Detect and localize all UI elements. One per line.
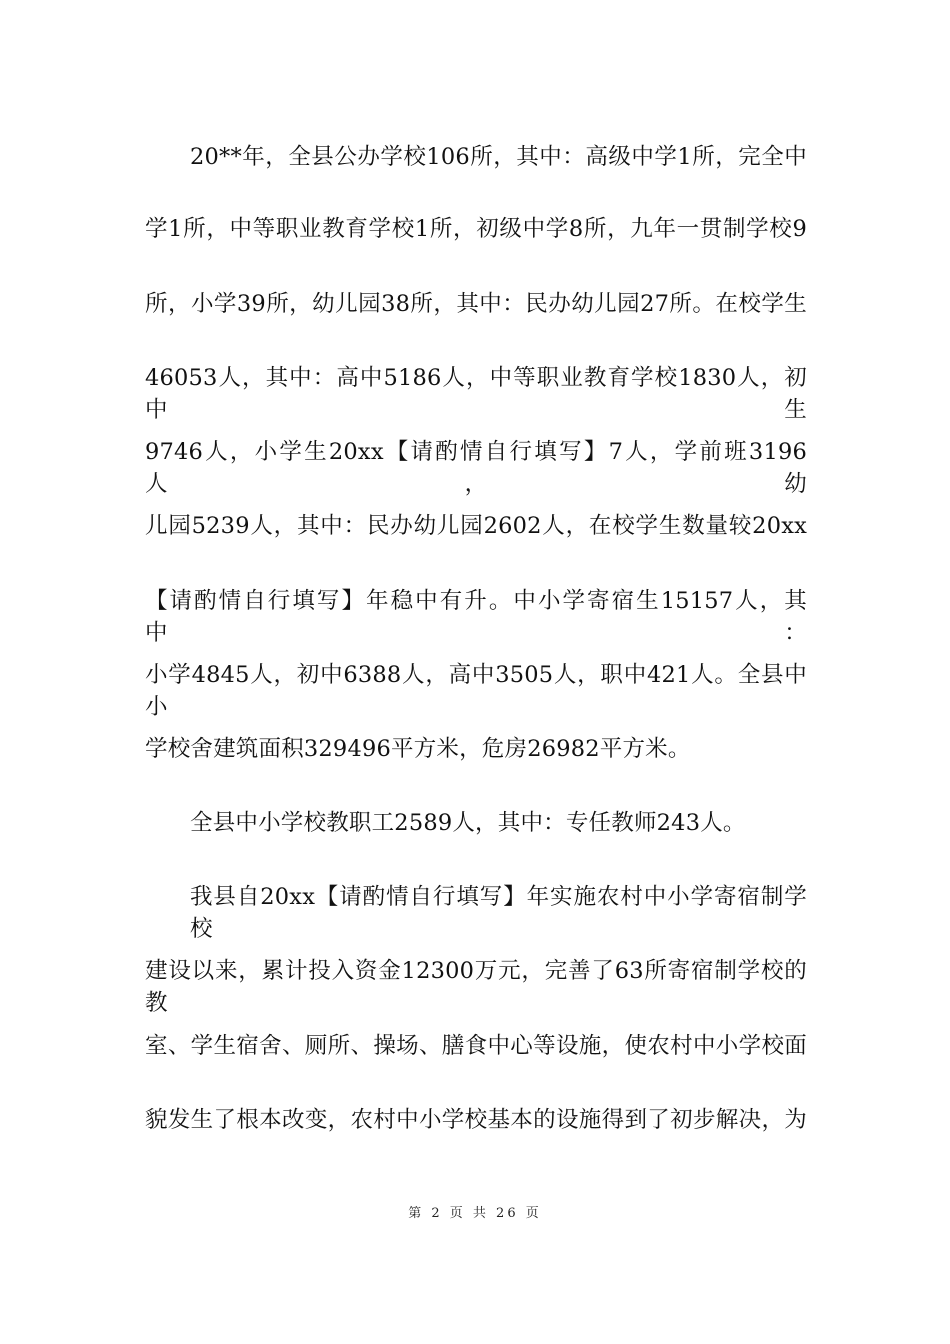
page-number-footer: 第 2 页 共 26 页 <box>408 1206 542 1221</box>
paragraph-1-line-9: 学校舍建筑面积329496平方米，危房26982平方米。 <box>145 736 691 762</box>
paragraph-1-line-1: 20**年，全县公办学校106所，其中：高级中学1所，完全中 <box>190 144 807 170</box>
paragraph-2-line-1: 全县中小学校教职工2589人，其中：专任教师243人。 <box>190 810 746 836</box>
paragraph-1-line-8: 小学4845人，初中6388人，高中3505人，职中421人。全县中小 <box>145 662 807 720</box>
paragraph-1-line-7: 【请酌情自行填写】年稳中有升。中小学寄宿生15157人，其中： <box>145 588 807 646</box>
paragraph-1-line-5: 9746人，小学生20xx【请酌情自行填写】7人，学前班3196人，幼 <box>145 439 807 497</box>
paragraph-3-line-1: 我县自20xx【请酌情自行填写】年实施农村中小学寄宿制学校 <box>190 884 807 942</box>
paragraph-1-line-6: 儿园5239人，其中：民办幼儿园2602人，在校学生数量较20xx <box>145 513 807 539</box>
paragraph-1-line-4: 46053人，其中：高中5186人，中等职业教育学校1830人，初中生 <box>145 365 807 423</box>
paragraph-1-line-3: 所，小学39所，幼儿园38所，其中：民办幼儿园27所。在校学生 <box>145 291 807 317</box>
paragraph-3-line-3: 室、学生宿舍、厕所、操场、膳食中心等设施，使农村中小学校面 <box>145 1033 807 1059</box>
paragraph-3-line-2: 建设以来，累计投入资金12300万元，完善了63所寄宿制学校的教 <box>145 958 807 1016</box>
paragraph-3-line-4: 貌发生了根本改变，农村中小学校基本的设施得到了初步解决，为 <box>145 1107 807 1133</box>
paragraph-1-line-2: 学1所，中等职业教育学校1所，初级中学8所，九年一贯制学校9 <box>145 216 807 242</box>
